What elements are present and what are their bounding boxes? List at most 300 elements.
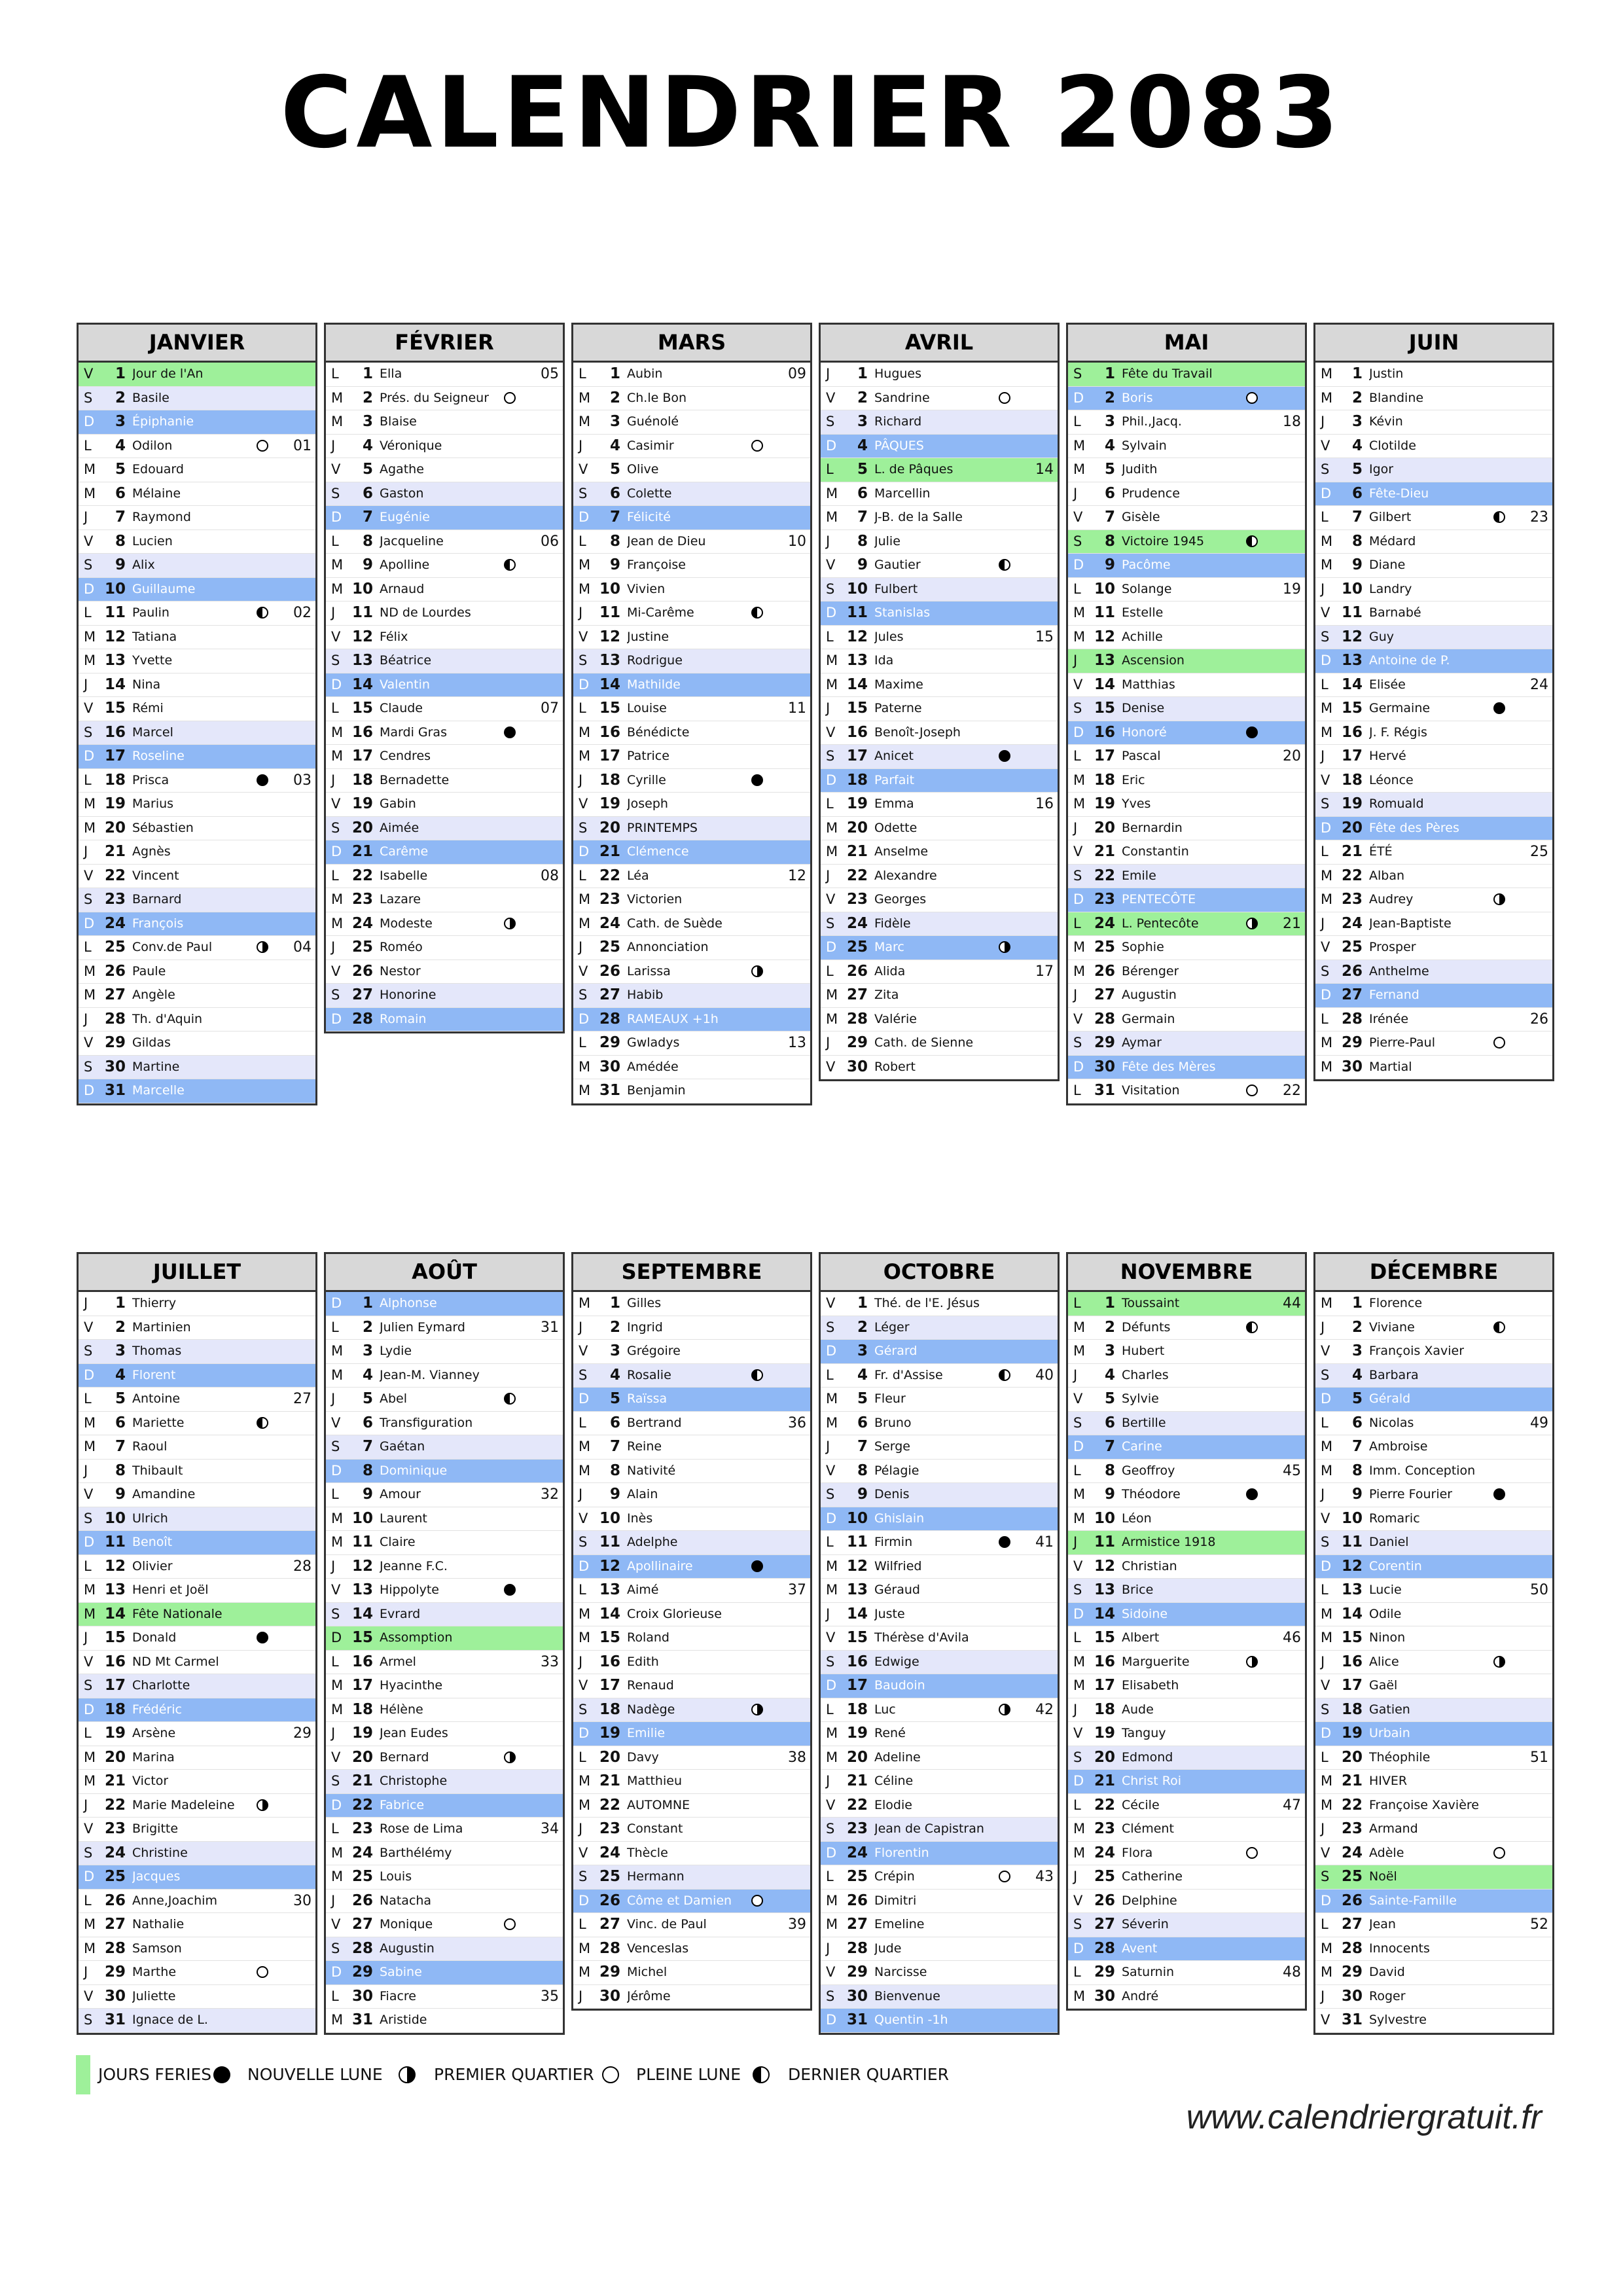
weekday-letter: J: [1073, 1701, 1078, 1717]
saint-name: Solange: [1122, 581, 1172, 596]
day-number: 4: [609, 1366, 620, 1384]
day-number: 22: [1094, 1796, 1115, 1814]
saint-name: Anthelme: [1369, 963, 1429, 978]
saint-name: Dimitri: [874, 1893, 917, 1908]
saint-name: Albert: [1122, 1630, 1160, 1645]
day-row: [573, 865, 810, 889]
day-number: 22: [1341, 867, 1363, 884]
day-number: 20: [1341, 1748, 1363, 1766]
saint-name: Georges: [874, 892, 927, 906]
saint-name: Nathalie: [132, 1917, 185, 1931]
saint-name: Guillaume: [132, 581, 196, 596]
day-number: 4: [115, 1366, 126, 1384]
day-row: [573, 936, 810, 960]
day-number: 25: [1341, 939, 1363, 956]
day-row: [573, 1483, 810, 1507]
weekday-letter: S: [331, 653, 340, 668]
full-moon-icon: [1246, 1847, 1258, 1859]
saint-name: Odilon: [132, 438, 173, 453]
day-row: [326, 1292, 563, 1316]
day-number: 12: [351, 1557, 373, 1575]
weekday-letter: S: [331, 1940, 340, 1956]
month-header: JANVIER: [79, 325, 315, 363]
day-number: 6: [362, 1414, 373, 1431]
day-row: [1315, 649, 1552, 673]
saint-name: Jean-Baptiste: [1369, 916, 1452, 931]
day-row: [573, 1818, 810, 1842]
weekday-letter: J: [331, 437, 336, 454]
day-row: [1068, 1507, 1305, 1532]
day-number: 24: [599, 1844, 620, 1861]
weekday-letter: V: [84, 533, 94, 549]
day-number: 20: [104, 1748, 126, 1766]
saint-name: Renaud: [627, 1678, 674, 1693]
saint-name: Sylvestre: [1369, 2013, 1427, 2027]
day-row: [326, 1674, 563, 1698]
weekday-letter: S: [84, 2012, 93, 2028]
saint-name: Hugues: [874, 367, 922, 381]
day-number: 9: [857, 556, 868, 573]
weekday-letter: M: [826, 653, 838, 668]
weekday-letter: L: [84, 939, 92, 955]
day-number: 24: [351, 1844, 373, 1861]
day-number: 20: [599, 1748, 620, 1766]
weekday-letter: M: [826, 1558, 838, 1574]
saint-name: Tatiana: [132, 629, 177, 644]
saint-name: Emile: [1122, 868, 1156, 883]
weekday-letter: M: [579, 915, 591, 931]
new-moon-icon: [751, 1560, 763, 1572]
weekday-letter: L: [1073, 1630, 1081, 1645]
first-moon-icon: [504, 918, 516, 929]
weekday-letter: J: [1321, 1988, 1325, 2004]
weekday-letter: S: [579, 653, 588, 668]
weekday-letter: M: [84, 1940, 96, 1956]
week-number: 16: [1035, 796, 1054, 812]
day-row: [573, 1937, 810, 1962]
day-row: [326, 769, 563, 793]
saint-name: Arnaud: [380, 581, 425, 596]
full-moon-icon: [257, 440, 268, 452]
weekday-letter: S: [84, 724, 93, 740]
saint-name: Pacôme: [1122, 558, 1171, 572]
weekday-letter: M: [1073, 1486, 1086, 1502]
weekday-letter: L: [579, 1414, 586, 1431]
weekday-letter: M: [1073, 628, 1086, 645]
weekday-letter: M: [826, 1749, 838, 1765]
day-row: [1315, 530, 1552, 554]
weekday-letter: V: [84, 1821, 94, 1837]
day-number: 28: [351, 1010, 373, 1028]
first-moon-icon: [1246, 1656, 1258, 1668]
saint-name: Barbara: [1369, 1367, 1419, 1382]
weekday-letter: M: [579, 1773, 591, 1789]
day-number: 28: [1094, 1939, 1115, 1957]
day-number: 18: [1341, 771, 1363, 789]
saint-name: Antoine: [132, 1391, 181, 1406]
weekday-letter: M: [331, 891, 344, 907]
weekday-letter: M: [1073, 772, 1086, 788]
full-moon-icon: [504, 1918, 516, 1930]
weekday-letter: V: [331, 1582, 341, 1598]
day-number: 30: [1094, 1058, 1115, 1075]
day-row: [1315, 1507, 1552, 1532]
day-row: [79, 721, 315, 745]
weekday-letter: V: [579, 1677, 588, 1693]
day-number: 15: [104, 700, 126, 717]
day-row: [326, 1890, 563, 1914]
saint-name: Laurent: [380, 1511, 427, 1526]
full-moon-icon: [999, 392, 1010, 404]
weekday-letter: J: [1321, 1821, 1325, 1837]
saint-name: Thierry: [132, 1296, 177, 1310]
weekday-letter: M: [1321, 1462, 1333, 1479]
day-row: [1315, 1292, 1552, 1316]
last-moon-icon: [751, 1369, 763, 1381]
saint-name: Sébastien: [132, 820, 194, 835]
weekday-letter: J: [579, 1319, 583, 1335]
day-row: [573, 1435, 810, 1460]
day-row: [821, 984, 1058, 1008]
saint-name: Clémence: [627, 844, 689, 859]
weekday-letter: D: [1321, 653, 1332, 668]
day-number: 1: [857, 1295, 868, 1312]
weekday-letter: M: [579, 1797, 591, 1813]
saint-name: Evrard: [380, 1606, 421, 1621]
day-row: [1068, 936, 1305, 960]
saint-name: Yves: [1122, 797, 1151, 811]
weekday-letter: M: [84, 1582, 96, 1598]
day-number: 17: [1094, 1677, 1115, 1694]
day-row: [821, 601, 1058, 626]
legend-first-quarter: PREMIER QUARTIER: [434, 2065, 594, 2084]
day-number: 16: [1341, 1653, 1363, 1670]
saint-name: Transfiguration: [380, 1415, 473, 1430]
day-row: [79, 1008, 315, 1032]
day-number: 11: [846, 1534, 868, 1551]
day-number: 11: [599, 1534, 620, 1551]
day-row: [573, 697, 810, 721]
weekday-letter: D: [826, 1510, 837, 1526]
saint-name: Marius: [132, 797, 174, 811]
saint-name: Kévin: [1369, 414, 1403, 429]
weekday-letter: M: [826, 987, 838, 1003]
saint-name: Pierre-Paul: [1369, 1035, 1435, 1050]
saint-name: Alice: [1369, 1654, 1399, 1669]
weekday-letter: L: [84, 1725, 92, 1741]
week-number: 52: [1530, 1916, 1548, 1933]
saint-name: Olive: [627, 462, 659, 476]
saint-name: Aimé: [627, 1583, 659, 1597]
weekday-letter: D: [331, 1295, 342, 1311]
day-row: [573, 817, 810, 841]
saint-name: Alphonse: [380, 1296, 437, 1310]
day-number: 5: [609, 1390, 620, 1407]
week-number: 38: [788, 1749, 806, 1766]
weekday-letter: L: [331, 1653, 339, 1670]
day-number: 8: [1104, 1462, 1115, 1479]
weekday-letter: M: [1321, 1439, 1333, 1454]
day-number: 2: [609, 389, 620, 406]
day-row: [326, 601, 563, 626]
day-row: [79, 1674, 315, 1698]
first-moon-icon: [1493, 1656, 1505, 1668]
saint-name: Urbain: [1369, 1726, 1410, 1740]
day-number: 4: [362, 1366, 373, 1384]
weekday-letter: M: [1321, 1940, 1333, 1956]
weekday-letter: M: [579, 891, 591, 907]
day-number: 10: [846, 580, 868, 598]
new-moon-icon: [1246, 1488, 1258, 1500]
weekday-letter: D: [331, 676, 342, 692]
day-row: [821, 960, 1058, 984]
saint-name: Épiphanie: [132, 414, 194, 429]
weekday-letter: M: [826, 1414, 838, 1431]
weekday-letter: M: [331, 1677, 344, 1693]
day-row: [1068, 1079, 1305, 1103]
weekday-letter: D: [826, 772, 837, 788]
day-row: [79, 1483, 315, 1507]
day-row: [573, 1460, 810, 1484]
saint-name: Angèle: [132, 988, 175, 1002]
weekday-letter: D: [84, 748, 95, 764]
day-number: 23: [599, 1820, 620, 1837]
month-header: AVRIL: [821, 325, 1058, 363]
day-number: 22: [1094, 867, 1115, 884]
saint-name: Brigitte: [132, 1821, 179, 1836]
weekday-letter: M: [826, 844, 838, 859]
day-row: [1315, 1818, 1552, 1842]
day-number: 1: [1351, 365, 1363, 382]
saint-name: Florentin: [874, 1845, 929, 1860]
first-moon-icon: [751, 1704, 763, 1715]
last-moon-icon: [751, 607, 763, 619]
saint-name: Croix Glorieuse: [627, 1606, 722, 1621]
day-number: 26: [846, 962, 868, 980]
day-row: [326, 435, 563, 459]
day-number: 15: [104, 1629, 126, 1646]
week-number: 20: [1283, 748, 1301, 764]
day-row: [573, 840, 810, 865]
day-number: 14: [351, 675, 373, 693]
day-number: 4: [609, 437, 620, 454]
day-row: [79, 1079, 315, 1103]
day-number: 13: [104, 652, 126, 669]
day-number: 15: [1341, 1629, 1363, 1646]
week-number: 01: [293, 437, 312, 454]
day-number: 8: [1351, 532, 1363, 550]
day-number: 25: [846, 939, 868, 956]
day-row: [1068, 410, 1305, 435]
saint-name: Elisabeth: [1122, 1678, 1179, 1693]
saint-name: Léonce: [1369, 772, 1414, 787]
saint-name: Aymar: [1122, 1035, 1162, 1050]
weekday-letter: M: [84, 461, 96, 477]
saint-name: Marina: [132, 1749, 175, 1765]
weekday-letter: L: [1321, 1582, 1329, 1598]
day-number: 17: [599, 1677, 620, 1694]
month-header: JUIN: [1315, 325, 1552, 363]
weekday-letter: M: [84, 1439, 96, 1454]
day-row: [573, 554, 810, 578]
day-number: 19: [1094, 795, 1115, 812]
day-number: 4: [857, 1366, 868, 1384]
week-number: 42: [1035, 1701, 1054, 1718]
weekday-letter: M: [1073, 605, 1086, 620]
day-row: [326, 1961, 563, 1985]
day-number: 14: [846, 675, 868, 693]
weekday-letter: D: [1073, 1058, 1084, 1075]
weekday-letter: V: [826, 557, 836, 573]
weekday-letter: V: [84, 700, 94, 716]
weekday-letter: J: [1321, 1319, 1325, 1335]
weekday-letter: M: [579, 581, 591, 597]
day-number: 19: [351, 795, 373, 812]
day-row: [326, 936, 563, 960]
weekday-letter: J: [84, 1630, 88, 1645]
saint-name: Apollinaire: [627, 1558, 693, 1573]
saint-name: Avent: [1122, 1941, 1158, 1956]
saint-name: Jeanne F.C.: [380, 1558, 448, 1573]
weekday-letter: D: [84, 1701, 95, 1717]
weekday-letter: S: [1073, 700, 1082, 716]
month-header: FÉVRIER: [326, 325, 563, 363]
weekday-letter: D: [1073, 389, 1084, 406]
saint-name: Florent: [132, 1367, 176, 1382]
saint-name: Habib: [627, 988, 664, 1002]
day-number: 14: [104, 675, 126, 693]
weekday-letter: L: [331, 700, 339, 716]
week-number: 07: [541, 700, 559, 717]
day-row: [1068, 1674, 1305, 1698]
weekday-letter: D: [826, 939, 837, 955]
weekday-letter: J: [826, 366, 830, 382]
weekday-letter: V: [826, 1058, 836, 1075]
day-row: [573, 721, 810, 745]
day-row: [821, 1483, 1058, 1507]
saint-name: Ingrid: [627, 1319, 663, 1335]
saint-name: Elodie: [874, 1797, 912, 1812]
saint-name: Christophe: [380, 1774, 448, 1788]
saint-name: Roland: [627, 1630, 669, 1645]
day-number: 11: [351, 1534, 373, 1551]
day-row: [79, 1746, 315, 1770]
day-number: 17: [846, 747, 868, 764]
saint-name: Blandine: [1369, 390, 1424, 405]
saint-name: Marc: [874, 940, 904, 954]
day-row: [821, 1364, 1058, 1388]
saint-name: Gildas: [132, 1035, 171, 1050]
full-moon-icon: [602, 2066, 619, 2083]
day-number: 17: [1341, 1677, 1363, 1694]
day-number: 15: [846, 700, 868, 717]
day-number: 30: [1341, 1987, 1363, 2005]
weekday-letter: S: [1073, 366, 1082, 382]
day-row: [326, 817, 563, 841]
saint-name: Odile: [1369, 1606, 1402, 1621]
day-number: 1: [609, 1295, 620, 1312]
day-number: 5: [1351, 461, 1363, 478]
day-number: 24: [1094, 914, 1115, 932]
week-number: 06: [541, 533, 559, 550]
full-moon-icon: [751, 440, 763, 452]
saint-name: RAMEAUX +1h: [627, 1011, 719, 1026]
weekday-letter: L: [826, 1367, 834, 1383]
day-number: 1: [362, 365, 373, 382]
day-number: 2: [857, 389, 868, 406]
saint-name: Denise: [1122, 701, 1165, 715]
day-row: [1068, 1651, 1305, 1675]
saint-name: Matthias: [1122, 677, 1175, 692]
day-number: 27: [599, 986, 620, 1003]
day-row: [573, 1890, 810, 1914]
week-number: 25: [1530, 844, 1548, 860]
weekday-letter: M: [1321, 1035, 1333, 1050]
weekday-letter: J: [579, 605, 583, 620]
day-number: 14: [599, 1605, 620, 1623]
weekday-letter: M: [826, 1892, 838, 1909]
day-row: [821, 530, 1058, 554]
day-row: [1315, 1722, 1552, 1746]
saint-name: Assomption: [380, 1630, 453, 1645]
saint-name: Charlotte: [132, 1678, 190, 1693]
weekday-letter: S: [579, 1534, 588, 1550]
weekday-letter: D: [84, 414, 95, 429]
weekday-letter: V: [1073, 1892, 1083, 1909]
saint-name: Agnès: [132, 844, 171, 859]
day-row: [79, 769, 315, 793]
full-moon-icon: [257, 1966, 268, 1978]
saint-name: Jude: [874, 1941, 902, 1956]
day-row: [821, 1340, 1058, 1364]
saint-name: Sylvie: [1122, 1391, 1159, 1406]
day-row: [573, 1531, 810, 1555]
day-number: 9: [1104, 556, 1115, 573]
day-number: 12: [846, 628, 868, 645]
weekday-letter: M: [1321, 891, 1333, 907]
weekday-letter: M: [1321, 700, 1333, 716]
saint-name: Fiacre: [380, 1988, 416, 2003]
saint-name: Brice: [1122, 1583, 1154, 1597]
day-row: [1068, 1555, 1305, 1579]
day-number: 13: [1094, 1581, 1115, 1598]
website-link[interactable]: www.calendriergratuit.fr: [1186, 2098, 1542, 2136]
weekday-letter: S: [1321, 1367, 1330, 1383]
day-row: [326, 1412, 563, 1436]
weekday-letter: M: [1321, 1964, 1333, 1980]
day-number: 19: [1094, 1725, 1115, 1742]
saint-name: Frédéric: [132, 1702, 182, 1717]
day-row: [79, 793, 315, 817]
day-row: [326, 1531, 563, 1555]
day-row: [573, 363, 810, 387]
day-row: [821, 1937, 1058, 1962]
day-number: 16: [351, 1653, 373, 1670]
day-row: [326, 1913, 563, 1937]
day-row: [79, 960, 315, 984]
day-number: 28: [104, 1010, 126, 1028]
weekday-letter: M: [1321, 1773, 1333, 1789]
weekday-letter: M: [826, 1391, 838, 1407]
day-row: [1315, 1961, 1552, 1985]
day-row: [821, 1722, 1058, 1746]
saint-name: Geoffroy: [1122, 1463, 1175, 1478]
day-number: 24: [1341, 914, 1363, 932]
day-number: 23: [1341, 891, 1363, 908]
day-row: [79, 1364, 315, 1388]
day-row: [1068, 1890, 1305, 1914]
saint-name: Romuald: [1369, 797, 1424, 811]
